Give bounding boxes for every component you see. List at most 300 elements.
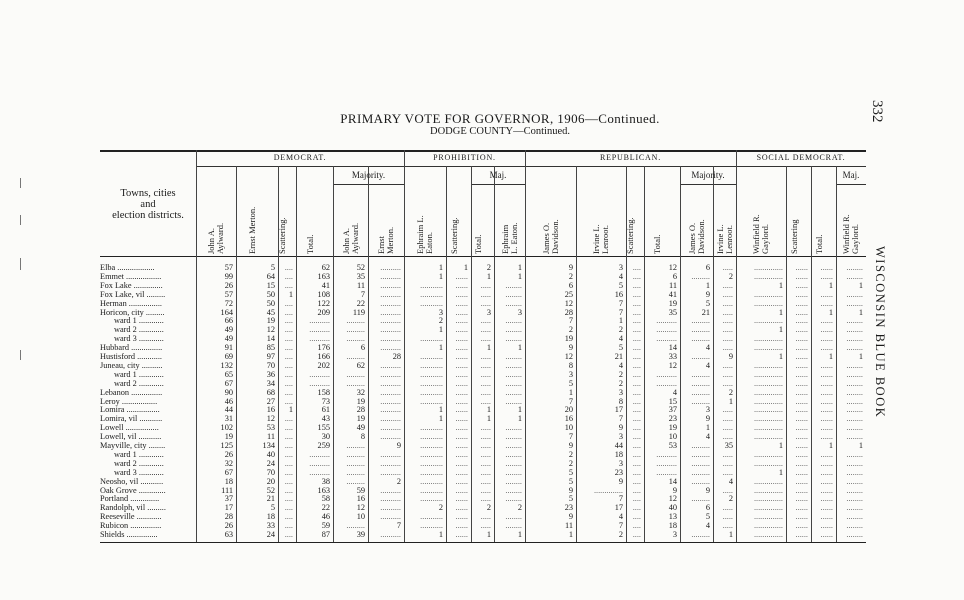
table-cell: 9 — [396, 441, 401, 450]
table-cell: 69 — [224, 352, 233, 361]
table-cell: ........ — [505, 432, 522, 442]
table-cell: ..... — [722, 503, 733, 513]
column-header: Scattering — [788, 219, 799, 254]
table-cell: 9 — [568, 343, 573, 353]
table-cell: ...... — [455, 405, 468, 415]
table-cell: .......... — [309, 316, 330, 326]
table-cell: ..... — [480, 325, 491, 335]
table-cell: 1 — [705, 280, 710, 290]
table-cell: .......... — [380, 343, 401, 353]
table-cell: .... — [284, 325, 293, 335]
table-cell: 2 — [568, 325, 573, 335]
table-row — [100, 380, 866, 388]
table-cell: 1 — [568, 530, 573, 539]
table-cell: 5 — [618, 343, 623, 353]
table-cell: 1 — [728, 530, 733, 539]
table-cell: 1 — [728, 396, 733, 406]
table-cell: 12 — [266, 414, 275, 424]
district-name: Lebanon ............... — [100, 388, 163, 397]
group-rule — [404, 166, 525, 167]
table-cell: 49 — [224, 334, 233, 344]
table-cell: 5 — [705, 512, 710, 522]
table-cell: ...... — [795, 503, 808, 513]
table-cell: ...... — [795, 378, 808, 388]
table-cell: 16 — [564, 414, 573, 424]
table-cell: 155 — [317, 423, 330, 433]
table-cell: 38 — [321, 476, 330, 486]
table-cell: ..... — [480, 289, 491, 299]
table-row — [100, 398, 866, 406]
table-cell: 2 — [728, 271, 733, 281]
table-cell: 85 — [266, 343, 275, 353]
group-heading: DEMOCRAT. — [273, 153, 327, 162]
district-name: Reeseville ............ — [100, 513, 162, 522]
table-cell: ...... — [820, 369, 833, 379]
table-cell: 1 — [778, 441, 783, 450]
table-cell: .......... — [309, 458, 330, 468]
table-cell: 1 — [705, 423, 710, 433]
table-cell: 43 — [321, 414, 330, 424]
vote-table — [100, 150, 866, 550]
table-cell: .... — [632, 485, 641, 495]
table-cell: 1 — [858, 280, 863, 290]
table-cell: .............. — [753, 423, 783, 433]
table-cell: ......... — [346, 467, 365, 477]
table-cell: ...... — [455, 343, 468, 353]
table-cell: .... — [284, 512, 293, 522]
table-cell: 50 — [266, 289, 275, 299]
column-header: Total. — [304, 234, 315, 254]
majority-rule — [680, 184, 736, 185]
table-cell: .............. — [753, 458, 783, 468]
table-cell: .......... — [380, 298, 401, 308]
table-cell: .... — [632, 423, 641, 433]
table-cell: 25 — [564, 289, 573, 299]
table-cell: .... — [284, 503, 293, 513]
table-cell: ...... — [795, 360, 808, 370]
table-cell: ..... — [480, 352, 491, 361]
table-cell: .... — [632, 494, 641, 504]
table-cell: 166 — [317, 352, 330, 361]
table-cell: 6 — [705, 263, 710, 272]
table-cell: 13 — [668, 512, 677, 522]
table-cell: ........ — [846, 521, 863, 531]
table-cell: .... — [284, 298, 293, 308]
table-cell: ......... — [346, 369, 365, 379]
table-cell: 2 — [438, 503, 443, 513]
table-cell: 108 — [317, 289, 330, 299]
table-cell: .... — [632, 449, 641, 459]
table-cell: ........ — [846, 530, 863, 539]
table-cell: .............. — [753, 378, 783, 388]
table-cell: 11 — [669, 280, 677, 290]
table-cell: ...... — [795, 521, 808, 531]
district-name: Juneau, city .......... — [100, 361, 163, 370]
table-cell: ...... — [820, 521, 833, 531]
column-header: Ernst Merton. — [376, 226, 395, 254]
table-cell: 12 — [266, 325, 275, 335]
table-cell: ..... — [722, 423, 733, 433]
table-cell: ........... — [420, 334, 443, 344]
table-cell: ...... — [820, 263, 833, 272]
table-cell: ..... — [480, 432, 491, 442]
table-cell: 62 — [321, 263, 330, 272]
table-cell: .......... — [380, 280, 401, 290]
column-header: Total. — [652, 234, 662, 254]
table-cell: ........... — [420, 458, 443, 468]
district-name: ward 2 ............ — [114, 379, 164, 388]
stub-header: Towns, cities and election districts. — [112, 188, 184, 221]
table-cell: ..... — [480, 449, 491, 459]
table-cell: ...... — [455, 360, 468, 370]
table-cell: .......... — [656, 325, 677, 335]
district-name: Lowell ................ — [100, 424, 159, 433]
table-cell: 1 — [486, 414, 491, 424]
table-cell: 39 — [356, 530, 365, 539]
table-cell: ......... — [691, 316, 710, 326]
table-cell: 97 — [266, 352, 275, 361]
table-cell: .... — [632, 530, 641, 539]
table-cell: 11 — [357, 280, 365, 290]
district-name: Horicon, city ......... — [100, 308, 165, 317]
table-cell: 7 — [568, 432, 573, 442]
table-cell: .......... — [380, 494, 401, 504]
table-cell: ......... — [346, 521, 365, 531]
column-header: John A. Aylward. — [340, 222, 360, 254]
table-cell: ...... — [820, 298, 833, 308]
table-cell: .... — [632, 352, 641, 361]
table-cell: 66 — [224, 316, 233, 326]
table-cell: 15 — [668, 396, 677, 406]
table-cell: ........... — [420, 467, 443, 477]
table-cell: ...... — [455, 316, 468, 326]
table-cell: .... — [284, 449, 293, 459]
column-header: James O. Davidson. — [540, 219, 560, 254]
table-cell: ..... — [480, 298, 491, 308]
table-cell: 33 — [266, 521, 275, 531]
table-cell: ......... — [346, 476, 365, 486]
table-cell: 53 — [668, 441, 677, 450]
table-cell: ......... — [346, 352, 365, 361]
table-cell: 90 — [224, 387, 233, 397]
column-header: James O. Davidson. — [686, 219, 706, 254]
table-cell: 19 — [224, 432, 233, 442]
table-cell: ...... — [795, 352, 808, 361]
table-cell: ......... — [346, 441, 365, 450]
table-cell: ...... — [820, 423, 833, 433]
table-cell: 1 — [486, 343, 491, 353]
group-rule — [196, 166, 404, 167]
table-cell: ..... — [480, 316, 491, 326]
table-cell: 1 — [618, 316, 623, 326]
table-cell: ...... — [795, 334, 808, 344]
table-cell: 46 — [321, 512, 330, 522]
table-cell: .... — [284, 343, 293, 353]
table-cell: ..... — [722, 432, 733, 442]
table-cell: ......... — [346, 449, 365, 459]
table-cell: 44 — [614, 441, 623, 450]
table-cell: .......... — [656, 449, 677, 459]
table-cell: 6 — [672, 271, 677, 281]
table-cell: 8 — [568, 360, 573, 370]
table-cell: 22 — [356, 298, 365, 308]
table-cell: ......... — [346, 316, 365, 326]
table-cell: ......... — [346, 334, 365, 344]
table-cell: .... — [632, 271, 641, 281]
table-cell: .......... — [380, 423, 401, 433]
table-cell: 67 — [224, 378, 233, 388]
table-cell: 65 — [224, 369, 233, 379]
table-cell: 21 — [701, 307, 710, 317]
table-cell: ...... — [820, 405, 833, 415]
table-cell: 16 — [614, 289, 623, 299]
table-cell: ...... — [455, 369, 468, 379]
table-cell: 1 — [438, 530, 443, 539]
table-cell: .............. — [753, 289, 783, 299]
margin-mark — [20, 215, 21, 225]
table-cell: ........ — [505, 423, 522, 433]
table-cell: 45 — [266, 307, 275, 317]
table-row — [100, 495, 866, 503]
table-cell: 1 — [517, 343, 522, 353]
table-cell: ...... — [795, 298, 808, 308]
table-cell: 2 — [728, 494, 733, 504]
table-cell: .......... — [380, 467, 401, 477]
table-cell: ........ — [846, 467, 863, 477]
table-cell: .............. — [753, 494, 783, 504]
majority-heading: Majority. — [691, 170, 725, 180]
table-cell: .............. — [753, 432, 783, 442]
table-cell: ...... — [795, 325, 808, 335]
table-cell: 14 — [668, 476, 677, 486]
district-name: Emmet ................. — [100, 272, 162, 281]
table-cell: ........ — [505, 289, 522, 299]
table-row — [100, 478, 866, 486]
page-title: PRIMARY VOTE FOR GOVERNOR, 1906—Continued. — [340, 111, 660, 126]
table-cell: ........ — [846, 458, 863, 468]
table-cell: ........... — [420, 485, 443, 495]
table-cell: 37 — [668, 405, 677, 415]
table-cell: 17 — [224, 503, 233, 513]
table-cell: 1 — [828, 441, 833, 450]
table-cell: 163 — [317, 485, 330, 495]
table-row — [100, 264, 866, 272]
table-cell: 12 — [668, 360, 677, 370]
table-cell: .... — [632, 414, 641, 424]
table-cell: 1 — [438, 405, 443, 415]
table-cell: ..... — [480, 467, 491, 477]
table-cell: .... — [632, 325, 641, 335]
table-cell: 3 — [486, 307, 491, 317]
table-cell: ........ — [505, 369, 522, 379]
table-cell: 14 — [668, 343, 677, 353]
table-cell: ..... — [722, 289, 733, 299]
district-name: Mayville, city ........ — [100, 442, 166, 450]
table-cell: ...... — [455, 289, 468, 299]
table-cell: .......... — [380, 307, 401, 317]
table-row — [100, 291, 866, 299]
table-cell: 9 — [728, 352, 733, 361]
table-cell: ........ — [846, 316, 863, 326]
group-heading: REPUBLICAN. — [599, 153, 662, 162]
page-subtitle: DODGE COUNTY—Continued. — [430, 126, 570, 137]
table-cell: ..... — [722, 414, 733, 424]
table-cell: .... — [632, 396, 641, 406]
table-cell: .... — [632, 405, 641, 415]
table-cell: 4 — [618, 271, 623, 281]
table-cell: 7 — [618, 521, 623, 531]
table-cell: 7 — [396, 521, 401, 531]
table-cell: 5 — [270, 503, 275, 513]
table-cell: ...... — [455, 378, 468, 388]
table-cell: 2 — [618, 369, 623, 379]
table-cell: 70 — [266, 360, 275, 370]
table-cell: .... — [632, 521, 641, 531]
table-cell: 19 — [564, 334, 573, 344]
table-cell: ......... — [346, 325, 365, 335]
table-cell: 1 — [858, 441, 863, 450]
table-cell: ..... — [480, 280, 491, 290]
table-cell: ..... — [480, 369, 491, 379]
table-cell: ...... — [795, 467, 808, 477]
table-cell: ...... — [820, 530, 833, 539]
table-cell: ......... — [691, 369, 710, 379]
table-cell: ..... — [722, 449, 733, 459]
column-header: Irvine L. Lenroot. — [714, 224, 734, 254]
table-cell: ........ — [505, 378, 522, 388]
table-cell: ........... — [420, 280, 443, 290]
table-cell: ..... — [480, 458, 491, 468]
table-cell: ..... — [480, 378, 491, 388]
table-cell: ...... — [795, 316, 808, 326]
table-cell: .... — [284, 494, 293, 504]
table-cell: ........... — [420, 521, 443, 531]
table-cell: ...... — [455, 298, 468, 308]
table-cell: .............. — [593, 485, 623, 495]
table-cell: 3 — [438, 307, 443, 317]
table-cell: .......... — [380, 503, 401, 513]
table-cell: ...... — [820, 396, 833, 406]
table-cell: 99 — [224, 271, 233, 281]
majority-heading: Majority. — [351, 170, 386, 180]
table-cell: .... — [284, 271, 293, 281]
table-cell: 1 — [858, 307, 863, 317]
majority-heading: Maj. — [489, 170, 507, 180]
table-cell: 2 — [618, 325, 623, 335]
table-cell: 5 — [705, 298, 710, 308]
district-name: Lomira ................ — [100, 406, 160, 415]
table-cell: ...... — [455, 449, 468, 459]
table-cell: 9 — [618, 423, 623, 433]
table-cell: .... — [284, 432, 293, 442]
table-cell: 8 — [360, 432, 365, 442]
district-name: ward 1 ............ — [114, 370, 164, 379]
table-cell: 4 — [705, 432, 710, 442]
table-cell: .... — [632, 298, 641, 308]
table-cell: 28 — [224, 512, 233, 522]
table-cell: .......... — [309, 378, 330, 388]
table-cell: .............. — [753, 414, 783, 424]
table-cell: .......... — [309, 325, 330, 335]
table-cell: .......... — [656, 334, 677, 344]
table-cell: 3 — [672, 530, 677, 539]
table-cell: ........ — [505, 494, 522, 504]
district-name: ward 3 ............ — [114, 468, 164, 477]
table-cell: 26 — [224, 521, 233, 531]
table-row — [100, 469, 866, 477]
table-cell: 10 — [356, 512, 365, 522]
table-cell: ..... — [480, 485, 491, 495]
table-cell: .... — [284, 396, 293, 406]
table-cell: .......... — [380, 485, 401, 495]
table-cell: 26 — [224, 280, 233, 290]
table-cell: ........ — [846, 423, 863, 433]
table-cell: 2 — [486, 263, 491, 272]
table-cell: ......... — [691, 476, 710, 486]
column-header: Winfield R. Gaylord. — [751, 214, 770, 254]
table-cell: 3 — [517, 307, 522, 317]
table-cell: .......... — [309, 369, 330, 379]
table-cell: 72 — [224, 298, 233, 308]
table-cell: 4 — [618, 512, 623, 522]
table-cell: .............. — [753, 521, 783, 531]
table-cell: 111 — [221, 485, 233, 495]
table-cell: .............. — [753, 405, 783, 415]
table-cell: 164 — [220, 307, 233, 317]
table-cell: 41 — [668, 289, 677, 299]
district-name: Lomira, vil ........... — [100, 415, 163, 424]
table-cell: .... — [284, 414, 293, 424]
table-cell: ........... — [420, 432, 443, 442]
table-cell: ........ — [505, 360, 522, 370]
table-cell: 18 — [266, 512, 275, 522]
table-cell: 7 — [568, 316, 573, 326]
table-cell: ........ — [846, 369, 863, 379]
table-cell: .... — [284, 467, 293, 477]
table-cell: 41 — [321, 280, 330, 290]
table-cell: ........... — [420, 449, 443, 459]
table-cell: .... — [284, 521, 293, 531]
table-cell: ........ — [846, 494, 863, 504]
table-cell: ...... — [820, 325, 833, 335]
table-cell: ........ — [505, 334, 522, 344]
table-cell: 61 — [321, 405, 330, 415]
district-name: Fox Lake, vil ......... — [100, 290, 166, 299]
table-cell: ...... — [455, 530, 468, 539]
table-cell: .... — [284, 530, 293, 539]
table-cell: ...... — [455, 387, 468, 397]
column-header: Scattering. — [625, 217, 635, 254]
table-cell: 163 — [317, 271, 330, 281]
table-cell: ........ — [505, 280, 522, 290]
table-cell: ..... — [480, 396, 491, 406]
table-cell: 9 — [568, 485, 573, 495]
table-cell: ........ — [505, 387, 522, 397]
table-cell: .............. — [753, 369, 783, 379]
table-cell: .... — [632, 503, 641, 513]
table-cell: ..... — [722, 298, 733, 308]
table-cell: .... — [632, 343, 641, 353]
table-cell: .............. — [753, 263, 783, 272]
table-row — [100, 335, 866, 343]
table-cell: 2 — [486, 503, 491, 513]
table-cell: 24 — [266, 530, 275, 539]
district-name: Shields ............... — [100, 531, 158, 539]
table-cell: 1 — [568, 387, 573, 397]
table-cell: ...... — [820, 289, 833, 299]
table-cell: ........... — [420, 396, 443, 406]
table-cell: 7 — [360, 289, 365, 299]
